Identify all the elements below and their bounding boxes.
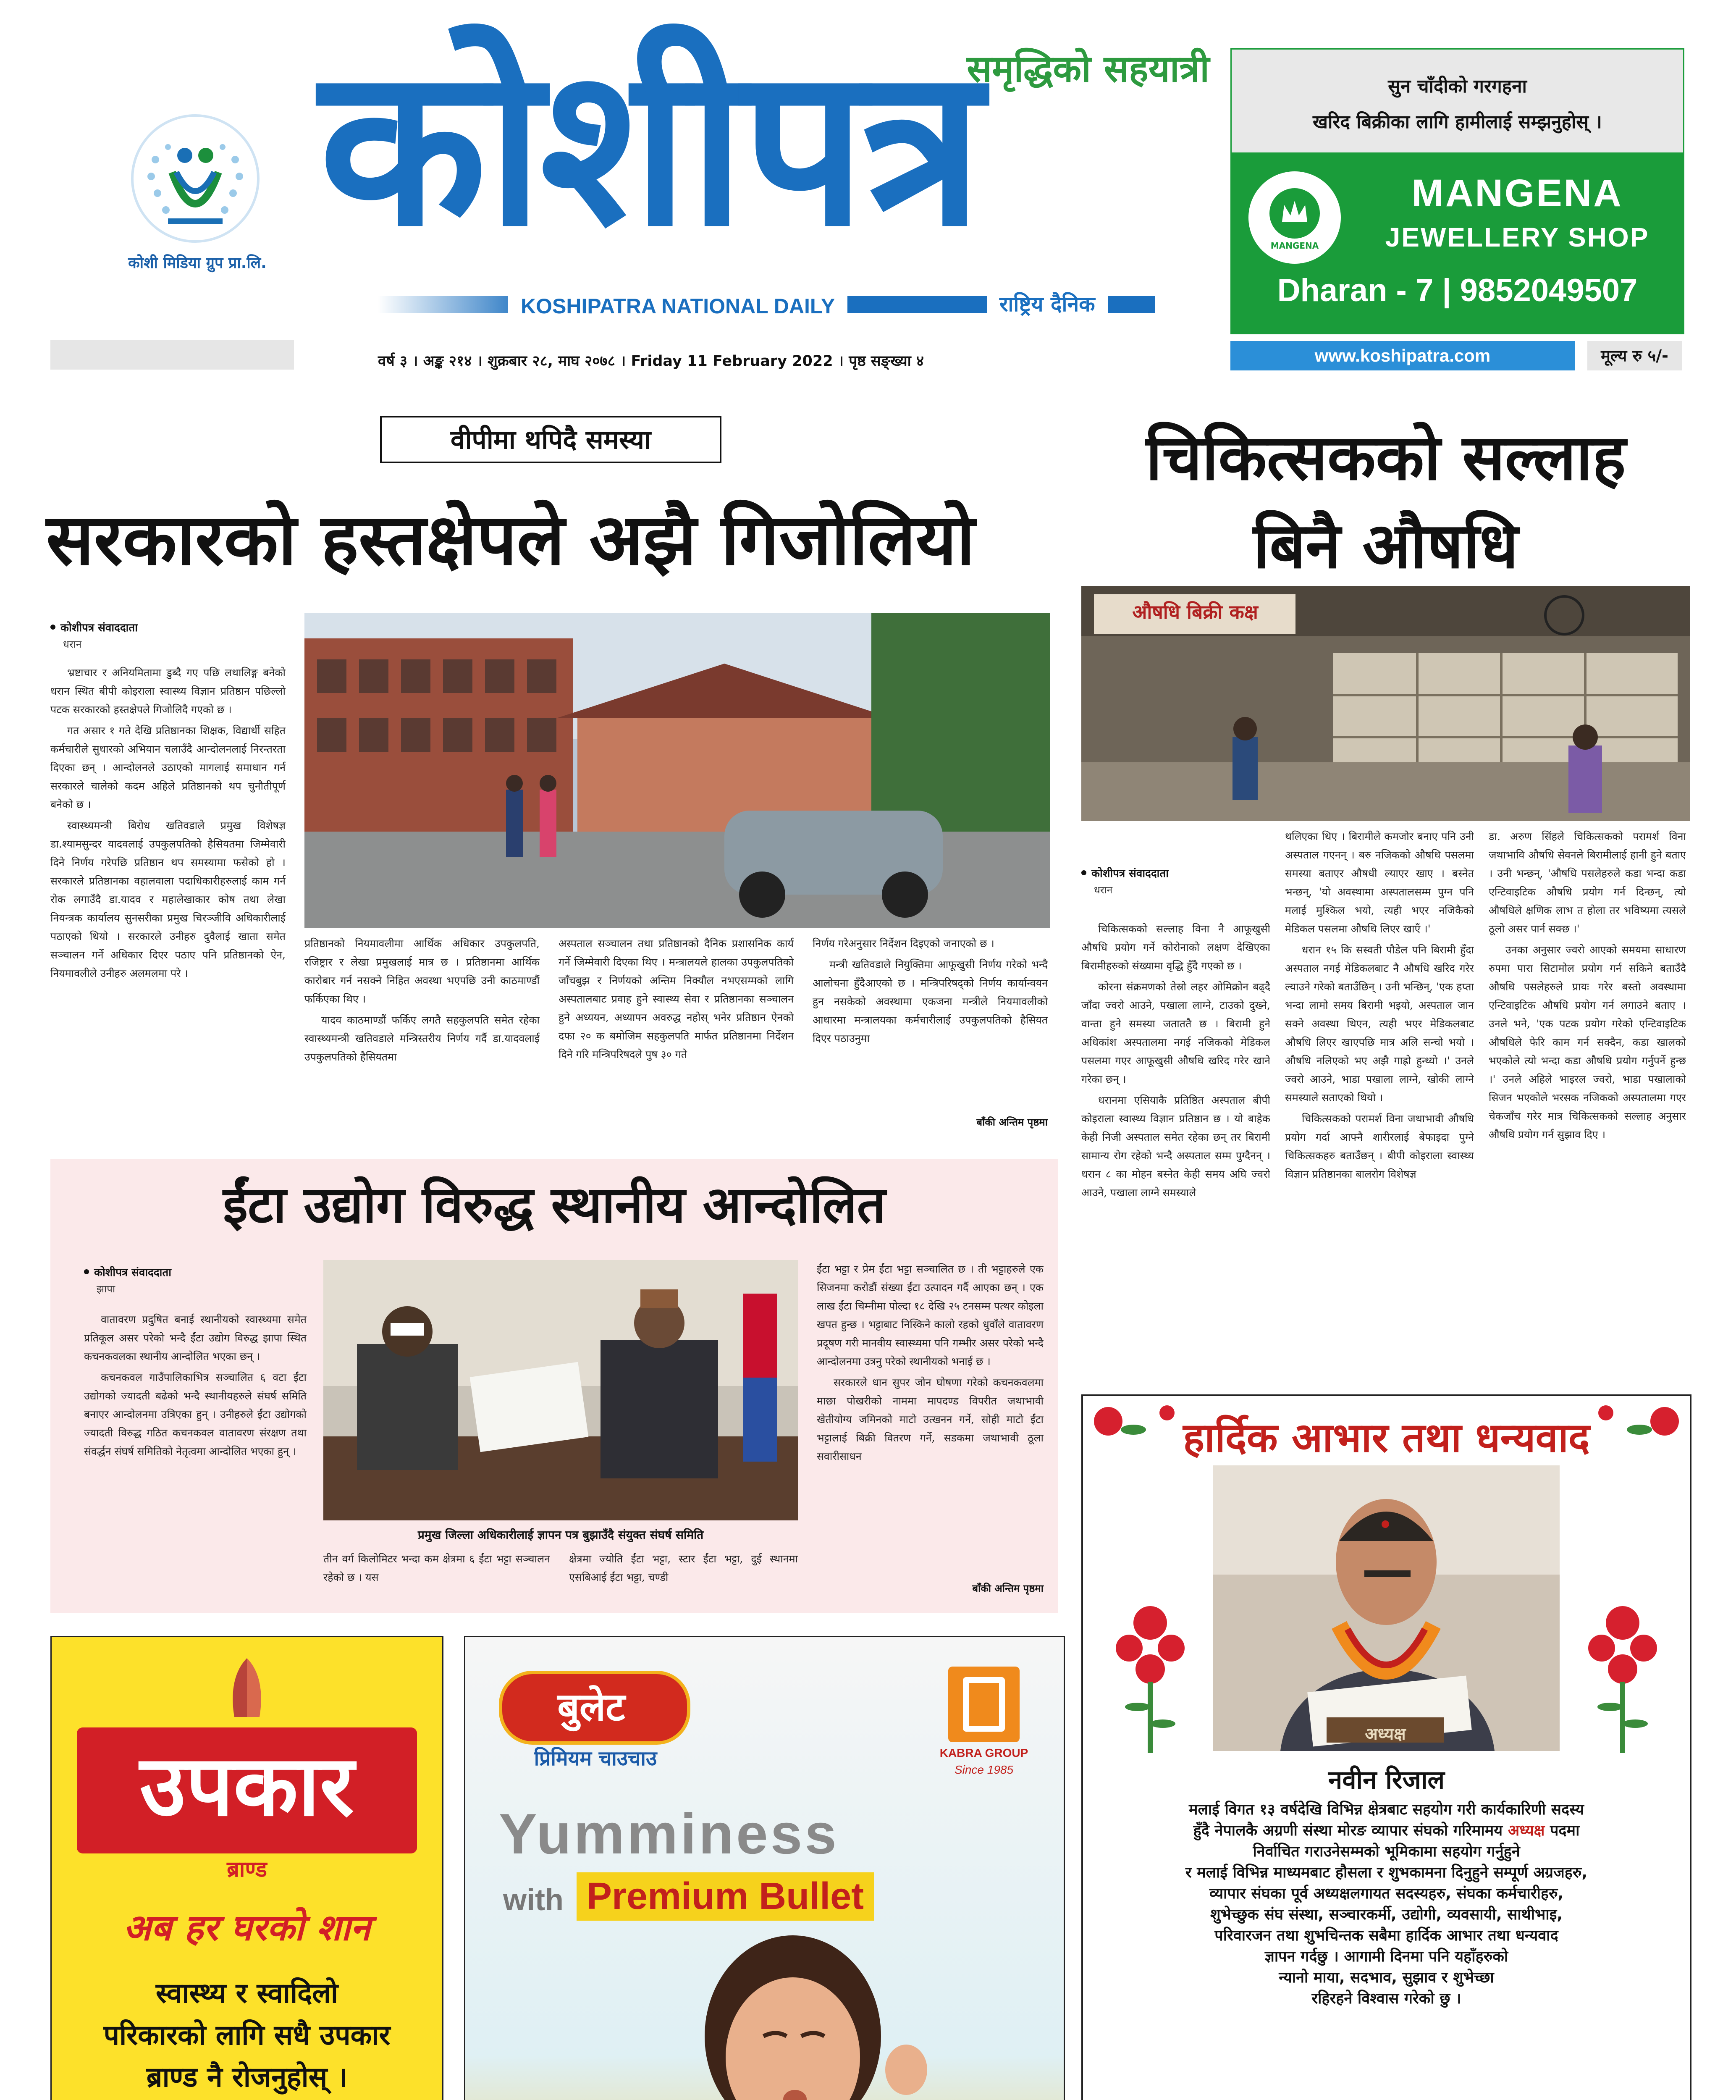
brick-col3-p2: सरकारले धान सुपर जोन घोषणा गरेको कचनकवलमा माछा पोखरीको नाममा मापदण्ड विपरीत जथाभावी खेतीयोग्य जमिनको माटो उत्खनन गर्ने, सोही माटो ईंटा भट्टालाई बिक्री वितरण गर्ने, सडकमा जथाभावी ठूला सवारीसाधन — [817, 1376, 1044, 1462]
lead-continued: बाँकी अन्तिम पृष्ठमा — [976, 1116, 1048, 1128]
memo-caption: प्रमुख जिल्ला अधिकारीलाई ज्ञापन पत्र बुझाउँदै संयुक्त संघर्ष समिति — [417, 1528, 704, 1542]
doctor-headline-2: बिनै औषधि — [1253, 509, 1518, 583]
issue-line: वर्ष ३ । अङ्क २१४ । शुक्रबार २८, माघ २०७८ । Friday 11 February 2022 । पृष्ठ सङ्ख्या ४ — [378, 353, 924, 370]
upakar-line-3: ब्राण्ड नै रोजनुहोस् । — [146, 2061, 348, 2093]
lead-col-4 — [813, 934, 1048, 1111]
hospital-photo-illustration — [304, 613, 1050, 928]
thanks-body-3: निर्वाचित गराउनेसम्मको भूमिकामा सहयोग गर्नुहुने — [1253, 1843, 1520, 1860]
upakar-brand-sub: ब्राण्ड — [227, 1857, 267, 1882]
upakar-ad — [50, 1636, 443, 2100]
doctor-col1-p1: चिकित्सकको सल्लाह विना नै आफूखुसी औषधि प्रयोग गर्ने कोरोनाको लक्षण देखिएका बिरामीहरुको संख्यामा वृद्धि हुँदै गएको छ । — [1081, 923, 1270, 972]
brick-col1-p2: कचनकवल गाउँपालिकाभित्र सञ्चालित ६ वटा ईंटा उद्योगको ज्यादती बढेको भन्दै स्थानीयहरुले संघर्ष समिति बनाएर आन्दोलनमा उत्रिएका हुन् । उनीहरुले ईंटा उद्योगको ज्यादती विरुद्ध गठित कचनकवल वातावरण संरक्षण तथा संवर्द्धन संघर्ष समितिको नेतृत्वमा आन्दोलित भएका हुन् । — [84, 1371, 307, 1457]
kabra-logo-letter — [963, 1677, 1005, 1732]
rose-bouquet-right — [1581, 1598, 1665, 1757]
brick-byline-name: कोशीपत्र संवाददाता — [84, 1264, 307, 1279]
newspaper-title: कोशीपत्र — [319, 20, 980, 274]
bullet-product: Premium Bullet — [577, 1872, 874, 1921]
doctor-col1-p3: धरानमा एसियाकै प्रतिष्ठित अस्पताल बीपी कोइराला स्वास्थ्य विज्ञान प्रतिष्ठान छ । यो बाहेक केही निजी अस्पताल समेत रहेका छन् तर बिरामी सामान्य रोग रहेको भन्दै अस्पताल सम्म पुग्दैनन् । धरान ८ का मोहन बस्नेत केही समय अघि ज्वरो आउने, पखाला लाग्ने समस्याले — [1081, 1094, 1270, 1199]
brick-under-p2: क्षेत्रमा ज्योति ईंटा भट्टा, स्टार ईंटा भट्टा, दुई स्थानमा एसबिआई ईंटा भट्टा, चण्डी — [569, 1553, 798, 1583]
nameplate: अध्यक्ष — [1365, 1725, 1406, 1744]
bullet-sub: प्रिमियम चाउचाउ — [534, 1747, 657, 1770]
doctor-col2-p1: थलिएका थिए । बिरामीले कमजोर बनाए पनि उनी अस्पताल गएनन् । बरु नजिकको औषधि पसलमा समस्या बताएर औषधी ल्याएर खाए । बस्नेत भन्छन्, 'यो अवस्थामा अस्पतालसम्म पुग्न पनि मलाई मुश्किल भयो, त्यही भएर नजिकैको मेडिकल पसलमा औषधि लिएर खाएँ ।' — [1285, 830, 1474, 935]
mangena-logo — [1248, 171, 1341, 264]
thanks-name: नवीन रिजाल — [1328, 1765, 1445, 1795]
lead-col2-p1: प्रतिष्ठानको नियमावलीमा आर्थिक अधिकार उपकुलपति, रजिष्ट्रार र लेखा प्रमुखलाई मात्र छ । प्रतिष्ठानमा आर्थिक कारोबार गर्न नसक्ने निहित अवस्था भएपछि उनी काठमाण्डौं फर्किएका थिए । — [304, 937, 540, 1005]
jewellery-line1: सुन चाँदीको गरगहना — [1388, 76, 1527, 97]
thanks-title: हार्दिक आभार तथा धन्यवाद — [1183, 1414, 1590, 1461]
brick-headline: ईंटा उद्योग विरुद्ध स्थानीय आन्दोलित — [223, 1176, 886, 1234]
group-logo-icon — [126, 109, 265, 248]
thanks-body-1: मलाई विगत १३ वर्षदेखि विभिन्न क्षेत्रबाट सहयोग गरी कार्यकारिणी सदस्य — [1188, 1801, 1584, 1818]
group-name: कोशी मिडिया ग्रुप प्रा.लि. — [128, 255, 267, 272]
lead-col1-p1: भ्रष्टाचार र अनियमितामा डुब्दै गए पछि लथालिङ्ग बनेको धरान स्थित बीपी कोइराला स्वास्थ्य विज्ञान प्रतिष्ठान पछिल्लो पटक सरकारको हस्तक्षेपले गिजोलिदै गएको छ । — [50, 667, 286, 716]
thanks-body-10: रहिरहने विश्वास गरेको छु । — [1311, 1990, 1461, 2007]
thanks-body-2b: अध्यक्ष — [1508, 1822, 1545, 1839]
bullet-with: with — [503, 1883, 564, 1917]
bullet-ad — [464, 1636, 1065, 2100]
namaste-hands-icon — [209, 1654, 285, 1721]
thanks-body-4: र मलाई विभिन्न माध्यमबाट हौसला र शुभकामना दिनुहुने सम्पूर्ण अग्रजहरु, — [1185, 1864, 1588, 1881]
doctor-col-3 — [1489, 827, 1686, 1357]
english-name: KOSHIPATRA NATIONAL DAILY — [508, 294, 847, 318]
thanks-body-8: ज्ञापन गर्दछु । आगामी दिनमा पनि यहाँहरुको — [1264, 1948, 1508, 1965]
doctor-place: धरान — [1094, 884, 1113, 896]
lead-col-1 — [50, 664, 286, 1134]
lead-col4-p1: निर्णय गरेअनुसार निर्देशन दिइएको जनाएको छ । — [813, 937, 994, 950]
portrait-photo — [1213, 1465, 1560, 1751]
lead-col3-p1: अस्पताल सञ्चालन तथा प्रतिष्ठानको दैनिक प्रशासनिक कार्य गर्ने जिम्मेवारी दिएका थिए । मन्त्रालयले हालका उपकुलपतिको जाँचबुझ र निर्णयको अन्तिम निक्यौल नभएसम्मको लागि अस्पतालबाट प्रवाह हुने स्वास्थ्य सेवा र प्रतिष्ठानका सञ्चालन हुने अध्ययन, अध्यापन अवरुद्ध नहोस् भनेर प्रतिष्ठान ऐनको दफा २० क बमोजिम सहकुलपति मार्फत प्रतिष्ठानमा निर्देशन दिने गरि मन्त्रिपरिषदले पुष ३० गते — [559, 937, 794, 1060]
lead-headline: सरकारको हस्तक्षेपले अझै गिजोलियो — [46, 499, 975, 581]
kabra-since: Since 1985 — [954, 1763, 1014, 1776]
jewellery-ad — [1230, 48, 1684, 334]
bullet-brand: बुलेट — [557, 1685, 625, 1730]
tagline: समृद्धिको सहयात्री — [967, 47, 1209, 90]
lead-col1-p2: गत असार १ गते देखि प्रतिष्ठानका शिक्षक, विद्यार्थी सहित कर्मचारीले सुधारको अभियान चलाउँदै आन्दोलनलाई निरन्तरता दिएका छन् । आन्दोलनले उठाएको मागलाई समाधान गर्न सरकारले चालेको कदम अहिले प्रतिष्ठानको थप चुनौतीपूर्ण बनेको छ । — [50, 724, 286, 811]
brick-under-p1: तीन वर्ग किलोमिटर भन्दा कम क्षेत्रमा ६ ईंटा भट्टा सञ्चालन रहेको छ । यस — [323, 1553, 550, 1583]
kabra-group: KABRA GROUP — [939, 1746, 1028, 1759]
upakar-line-2: परिकारको लागि सधै उपकार — [103, 2019, 391, 2051]
brick-under-col-1 — [323, 1550, 550, 1596]
brick-byline — [84, 1264, 307, 1299]
thanks-body-6: शुभेच्छुक संघ संस्था, सञ्चारकर्मी, उद्योगी, व्यवसायी, साथीभाइ, — [1210, 1906, 1563, 1923]
upakar-slogan: अब हर घरको शान — [123, 1907, 371, 1949]
pharmacy-photo — [1081, 586, 1690, 821]
doctor-col3-p2: उनका अनुसार ज्वरो आएको समयमा साधारण रुपमा पारा सिटामोल प्रयोग गर्न सकिने बताउँदै औषधि पसलेहरुले प्रायः गरेर बस्तो अवस्थामा एन्टिवाइटिक औषधि प्रयोग गर्न लगाउने बताए । उनले भने, 'एक पटक प्रयोग गरेको एन्टिवाइटिक औषधिले फेरि काम गर्न सक्दैन, कडा खालको भएकोले त्यो भन्दा कडा औषधि प्रयोग गर्नुपर्ने हुन्छ ।' उनले अहिले भाइरल ज्वरो, भाडा पखालाको सिजन भएकोले भरसक नजिकको अस्पतालमा गएर चेकजाँच गरेर मात्र चिकित्सकको सल्लाह अनुसार औषधि प्रयोग गर्न सुझाव दिए । — [1489, 944, 1686, 1141]
brick-col-1 — [84, 1310, 307, 1600]
shop-sub: JEWELLERY SHOP — [1385, 222, 1649, 252]
brick-col3-p1: ईंटा भट्टा र प्रेम ईंटा भट्टा सञ्चालित छ । ती भट्टाहरुले एक सिजनमा करोडौं संख्या ईंटा उत्पादन गर्दै आएका छन् । एक लाख ईंटा चिम्नीमा पोल्दा १८ देखि २५ टनसम्म पत्थर कोइला खपत हुन्छ । भट्टाबाट निस्किने कालो रहको धुवाँले वातावरण प्रदूषण गरी मानवीय स्वास्थ्यमा पनि गम्भीर असर परेको भन्दै आन्दोलनमा उत्रनु परेको स्थानीयको भनाई छ । — [817, 1263, 1044, 1368]
lead-col4-p2: मन्त्री खतिवडाले नियुक्तिमा आफूखुसी निर्णय गरेको भन्दै आलोचना हुँदैआएको छ । मन्त्रिपरिषद्को निर्णय कार्यान्वयन हुन नसकेको अवस्थामा एकजना मन्त्रीले नियमावलीको आधारमा मन्त्रालयका कर्मचारीलाई उपकुलपतिको हैसियत दिएर पठाउनुमा — [813, 958, 1048, 1045]
lead-place: धरान — [63, 638, 82, 650]
issue-left-bar — [50, 340, 294, 370]
mangena-logo-text: MANGENA — [1270, 241, 1319, 251]
jewellery-line2: खरिद बिक्रीका लागि हामीलाई सम्झनुहोस् । — [1313, 111, 1602, 133]
brick-continued: बाँकी अन्तिम पृष्ठमा — [972, 1583, 1044, 1594]
thanks-body-7: परिवारजन तथा शुभचिन्तक सबैमा हार्दिक आभार तथा धन्यवाद — [1214, 1927, 1558, 1944]
memo-photo — [323, 1260, 798, 1520]
price: मूल्य रु ५/- — [1587, 341, 1682, 370]
thanks-body-2 — [1096, 1820, 1677, 1841]
lead-byline-name: कोशीपत्र संवाददाता — [50, 620, 286, 635]
paper-type: राष्ट्रिय दैनिक — [987, 289, 1108, 318]
upakar-line-1: स्वास्थ्य र स्वादिलो — [156, 1977, 338, 2009]
doctor-col3-p1: डा. अरुण सिंहले चिकित्सकको परामर्श विना जथाभावि औषधि सेवनले बिरामीलाई हानी हुने बताए । उनी भन्छन्, 'औषधि पसलेहरुले कडा भन्दा कडा एन्टिवाइटिक औषधि प्रयोग गर्न दिन्छन्, त्यो औषधिले क्षणिक लाभ त होला तर भविष्यमा त्यसले ठूलो असर पार्न सक्छ ।' — [1489, 830, 1686, 935]
thanks-body-2c: पदमा — [1550, 1822, 1580, 1839]
lead-col1-p3: स्वास्थ्यमन्त्री बिरोध खतिवडाले प्रमुख विशेषज्ञ डा.श्यामसुन्दर यादवलाई उपकुलपतिको हैसियतमा जिम्मेवारी दिने निर्णय गरेपछि प्रतिष्ठान थप समस्यामा फसेको हो । सरकारले प्रतिष्ठानका वहालवाला पदाधिकारीहरुलाई काम गर्न रोक लगाउँदै डा.यादव र महालेखाकार कोष तथा लेखा नियन्त्रक कार्यालय सुनसरीका प्रमुख चिरञ्जीवि अधिकारीलाई पठाएको थियो । सरकारले उनीहरु दुवैलाई खाता समेत सञ्चालन गर्ने अधिकार दिएर पठाए पनि प्रतिष्ठानको ऐन, नियमावलीले उनीहरु अलमलमा परे । — [50, 819, 286, 979]
lead-col-2 — [304, 934, 540, 1136]
thanks-body — [1096, 1799, 1677, 2009]
doctor-headline-1: चिकित्सकको सल्लाह — [1146, 421, 1626, 494]
doctor-col-1 — [1081, 920, 1270, 1357]
brick-place: झापा — [97, 1283, 115, 1295]
doctor-byline-name: कोशीपत्र संवाददाता — [1081, 865, 1270, 880]
pharmacy-sign-text: औषधि बिक्री कक्ष — [1132, 601, 1258, 623]
brick-col1-p1: वातावरण प्रदुषित बनाई स्थानीयको स्वास्थ्यमा समेत प्रतिकूल असर परेको भन्दै ईंटा उद्योग विरुद्ध झापा स्थित कचनकवलका स्थानीय आन्दोलित भएका छन् । — [84, 1313, 307, 1362]
brick-col-3 — [817, 1260, 1044, 1575]
hospital-photo — [304, 613, 1050, 928]
doctor-col2-p3: चिकित्सकको परामर्श विना जथाभावी औषधि प्रयोग गर्दा आफ्नै शारीरलाई बेफाइदा पुग्ने चिकित्सकहरु बताउँछन् । बीपी कोइराला स्वास्थ्य विज्ञान प्रतिष्ठानका बालरोग विशेषज्ञ — [1285, 1113, 1474, 1180]
doctor-col-2 — [1285, 827, 1474, 1357]
kabra-logo — [948, 1667, 1020, 1742]
lead-col-3 — [559, 934, 794, 1136]
doctor-col2-p2: धरान १५ कि सस्वती पौडेल पनि बिरामी हुँदा अस्पताल नगई मेडिकलबाट नै औषधि खरिद गरेर ल्याउने गरेको बताउँछिन् । उनी भन्छिन्, 'एक हप्ता भन्दा लामो समय बिरामी भइयो, अस्पताल जान सक्ने अवस्था थिएन, त्यही भएर मेडिकलबाट औषधि लिएर खाएपछि मात्र अलि सन्चो भयो । औषधि नलिएको भए अझै गाह्रो हुन्थ्यो ।' उनले ज्वरो आउने, भाडा पखाला लाग्ने, खोकी लाग्ने समस्याले सताएको थियो । — [1285, 944, 1474, 1104]
thanks-body-2a: हुँदै नेपालकै अग्रणी संस्था मोरङ व्यापार संघको गरिमामय — [1193, 1822, 1503, 1839]
website[interactable]: www.koshipatra.com — [1230, 341, 1575, 370]
shop-contact: Dharan - 7 | 9852049507 — [1277, 273, 1638, 308]
shop-name: MANGENA — [1411, 172, 1623, 215]
thanks-body-9: न्यानो माया, सदभाव, सुझाव र शुभेच्छा — [1279, 1969, 1494, 1986]
lead-byline — [50, 620, 286, 654]
lead-col2-p2: यादव काठमाण्डौं फर्किए लगतै सहकुलपति समेत रहेका स्वास्थ्यमन्त्री खतिवडाले मन्त्रिस्तरीय निर्णय गर्दै डा.यादवलाई उपकुलपतिको हैसियतमा — [304, 1014, 540, 1063]
girl-eating-illustration — [604, 1931, 982, 2100]
upakar-brand: उपकार — [139, 1737, 354, 1835]
thanks-ad — [1081, 1394, 1691, 2100]
brick-under-col-2 — [569, 1550, 798, 1596]
doctor-col1-p2: कोरना संक्रमणको तेस्रो लहर ओमिक्रोन बढ्दै जाँदा ज्वरो आउने, पखाला लाग्ने, टाउको दुख्ने, वान्ता हुने समस्या जताततै छ । बिरामी हुने अधिकांश अस्पतालमा नगई नजिकको मेडिकल पसलमा गएर आफूखुसी औषधि खरिद गरेर खाने गरेका छन् । — [1081, 981, 1270, 1085]
bullet-headline: Yumminess — [499, 1802, 839, 1866]
lead-kicker: वीपीमा थपिदै समस्या — [380, 416, 721, 463]
thanks-body-5: व्यापार संघका पूर्व अध्यक्षलगायत सदस्यहरु, संघका कर्मचारीहरु, — [1209, 1885, 1564, 1902]
memo-photo-illustration — [323, 1260, 798, 1520]
jewellery-ad-top — [1232, 50, 1683, 152]
doctor-byline — [1081, 865, 1270, 900]
rose-bouquet-left — [1108, 1598, 1192, 1757]
